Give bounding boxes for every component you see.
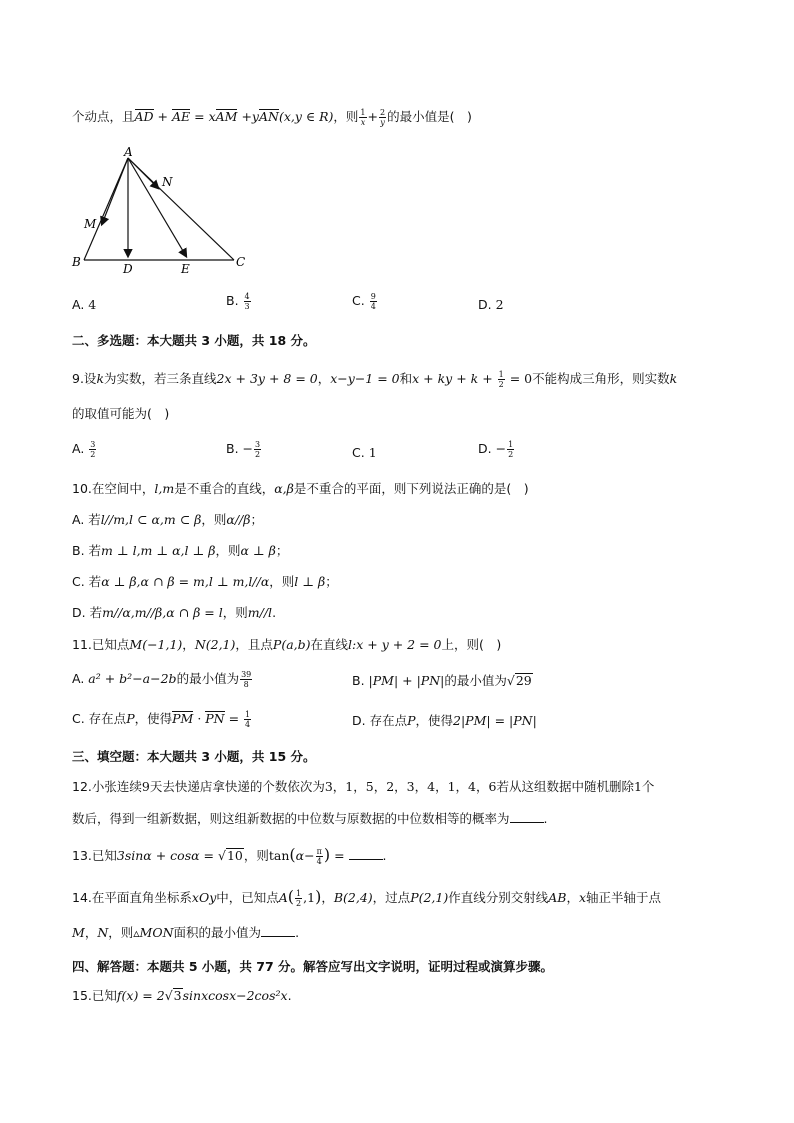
q11-option-a[interactable]: A. a² + b²−a−2b的最小值为 $\frac{39}{8}$: [72, 670, 252, 689]
label-c: C: [236, 255, 246, 269]
section-4-heading: 四、解答题：本题共 5 小题，共 77 分。解答应写出文字说明，证明过程或演算步骤。: [72, 959, 554, 974]
q11-option-c[interactable]: C. 存在点P，使得PM · PN = $\frac{1}{4}$: [72, 710, 251, 729]
q8-stem-text: 个动点，且: [72, 109, 135, 124]
q9-stem-line1: 9.设k为实数，若三条直线2x + 3y + 8 = 0，x−y−1 = 0和x + ky + k + $\frac{1}{2}$ = 0不能构成三角形，则实数k: [72, 370, 678, 389]
q9-stem-line2: 的取值可能为( ): [72, 406, 170, 421]
q8-plus-y: +y: [237, 109, 259, 124]
q10-option-b[interactable]: B. 若m ⊥ l,m ⊥ α,l ⊥ β，则α ⊥ β；: [72, 543, 289, 558]
label-a: A: [124, 146, 133, 159]
label-m: M: [84, 217, 97, 231]
vector-ae: AE: [172, 109, 191, 124]
fraction-1-over-x: $\frac{1}{x}$: [360, 108, 366, 127]
label-e: E: [181, 262, 190, 276]
q8-option-b[interactable]: B. $\frac{4}{3}$: [226, 292, 250, 311]
vector-an: AN: [258, 109, 279, 124]
q10-option-c[interactable]: C. 若α ⊥ β,α ∩ β = m,l ⊥ m,l//α，则l ⊥ β；: [72, 574, 338, 589]
q12-stem-line1: 12.小张连续9天去快递店拿快递的个数依次为3，1，5，2，3，4，1，4，6若从这组数据中随机删除1个: [72, 779, 655, 794]
q15-stem: 15.已知f(x) = 2√3sinxcosx−2cos²x.: [72, 988, 292, 1003]
q12-stem-line2: 数后，得到一组新数据，则这组新数据的中位数与原数据的中位数相等的概率为 .: [72, 811, 548, 826]
triangle-figure: [70, 146, 260, 276]
section-2-heading: 二、多选题：本大题共 3 小题，共 18 分。: [72, 333, 316, 348]
q8-then: ，则: [333, 109, 359, 124]
q9-option-b[interactable]: B. − $\frac{3}{2}$: [226, 440, 261, 459]
q10-option-a[interactable]: A. 若l//m,l ⊂ α,m ⊂ β，则α//β；: [72, 512, 263, 527]
q9-option-a[interactable]: A. $\frac{3}{2}$: [72, 440, 96, 459]
fraction-2-over-y: $\frac{2}{y}$: [380, 108, 386, 127]
answer-blank[interactable]: [261, 924, 295, 937]
q9-option-c[interactable]: C. 1: [352, 445, 377, 460]
answer-blank[interactable]: [349, 847, 383, 860]
q10-stem: 10.在空间中，l,m是不重合的直线，α,β是不重合的平面，则下列说法正确的是( ): [72, 481, 529, 496]
q11-stem: 11.已知点M(−1,1)，N(2,1)，且点P(a,b)在直线l:x + y + 2 = 0上，则( ): [72, 637, 502, 652]
answer-blank[interactable]: [510, 810, 544, 823]
q11-option-d[interactable]: D. 存在点P，使得2|PM| = |PN|: [352, 713, 537, 728]
label-b: B: [72, 255, 81, 269]
q8-option-c[interactable]: C. $\frac{9}{4}$: [352, 292, 376, 311]
q8-option-a[interactable]: A. 4: [72, 297, 97, 312]
q8-condition: (x,y ∈ R): [278, 109, 334, 124]
q9-option-d[interactable]: D. − $\frac{1}{2}$: [478, 440, 514, 459]
vector-ad: AD: [134, 109, 154, 124]
q8-plus: +: [153, 109, 172, 124]
vector-ae-arrow: [128, 158, 186, 256]
vector-am-arrow: [102, 158, 128, 224]
section-3-heading: 三、填空题：本大题共 3 小题，共 15 分。: [72, 749, 316, 764]
q11-option-b[interactable]: B. |PM| + |PN|的最小值为√29: [352, 673, 532, 688]
q8-stem: 个动点，且AD + AE = xAM +yAN(x,y ∈ R)，则 $\frac{1}{x}$ + $\frac{2}{y}$ 的最小值是( ): [72, 108, 472, 127]
vector-am: AM: [215, 109, 238, 124]
q8-option-d[interactable]: D. 2: [478, 297, 504, 312]
q14-stem-line1: 14.在平面直角坐标系xOy中，已知点A( $\frac{1}{2}$ ,1)，B(2,4)，过点P(2,1)作直线分别交射线AB，x轴正半轴于点: [72, 887, 662, 908]
q10-option-d[interactable]: D. 若m//α,m//β,α ∩ β = l，则m//l.: [72, 605, 277, 620]
q8-eq: = x: [190, 109, 216, 124]
label-n: N: [162, 175, 173, 189]
q8-tail: 的最小值是( ): [387, 109, 472, 124]
q14-stem-line2: M，N，则▵MON面积的最小值为 .: [72, 925, 300, 940]
label-d: D: [123, 262, 133, 276]
q13-stem: 13.已知3sinα + cosα = √10，则tan(α− $\frac{\pi}{4}$ ) = .: [72, 845, 387, 866]
